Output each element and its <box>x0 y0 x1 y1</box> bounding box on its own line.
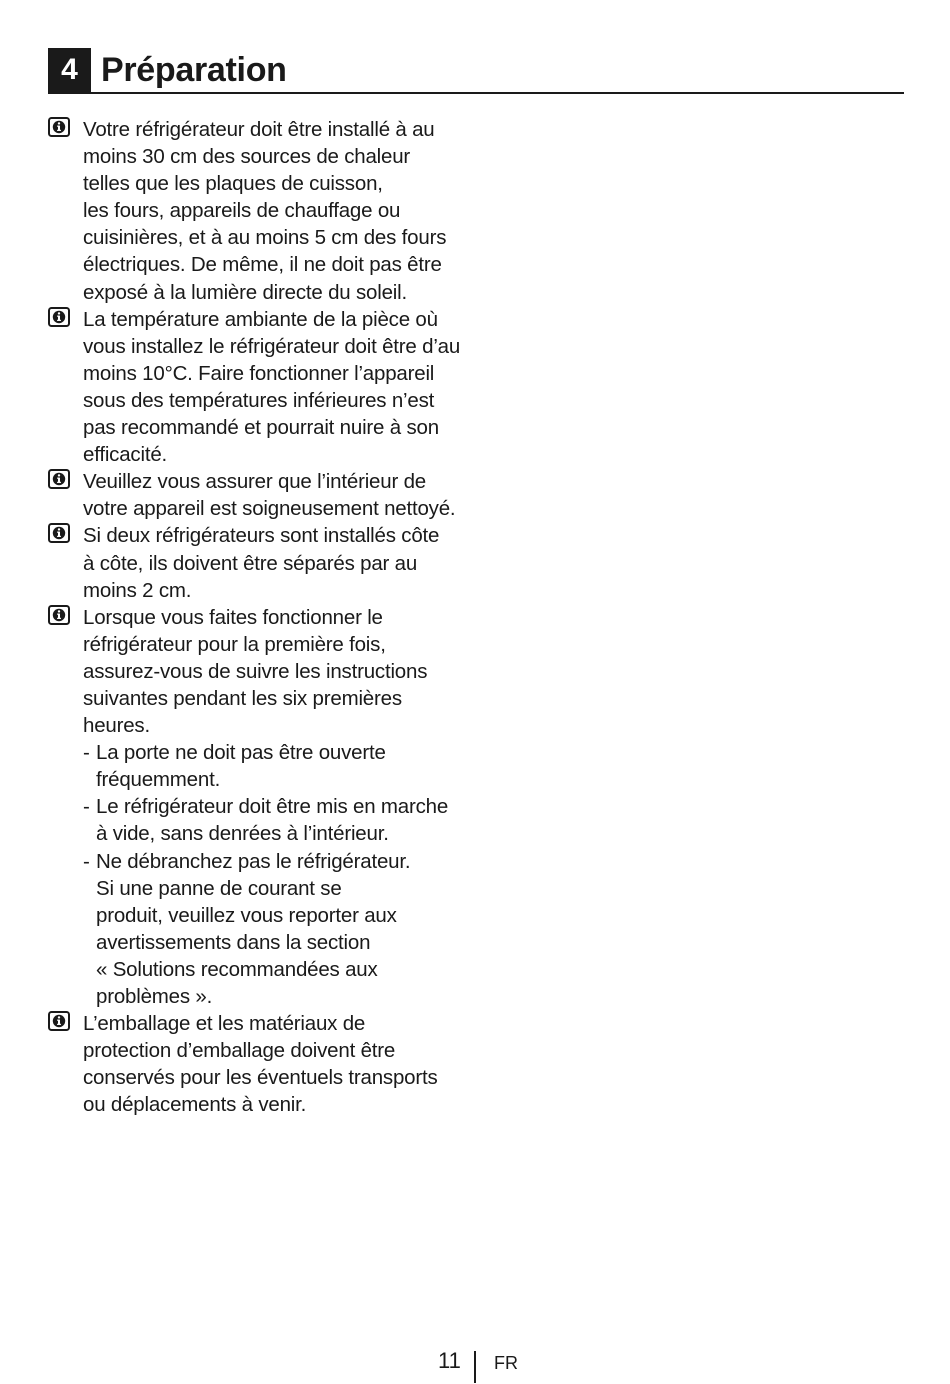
info-icon <box>48 117 70 137</box>
note-item <box>48 522 468 603</box>
page-number: 11 <box>438 1348 461 1373</box>
note-text-line: vous installez le réfrigérateur doit être d’au <box>83 334 461 358</box>
language-code: FR <box>494 1353 518 1373</box>
bullet-dash: - <box>83 741 90 765</box>
note-text-line: pas recommandé et pourrait nuire à son <box>83 416 439 440</box>
instruction-item <box>83 848 468 1011</box>
info-icon <box>48 307 70 327</box>
info-icon <box>48 1011 70 1031</box>
note-text-line: La température ambiante de la pièce où <box>83 307 438 331</box>
note-text-line: votre appareil est soigneusement nettoyé. <box>83 497 456 521</box>
instruction-text-line: problèmes ». <box>96 985 213 1008</box>
instruction-text-line: « Solutions recommandées aux <box>96 957 378 981</box>
bullet-dash: - <box>83 795 90 819</box>
note-text-line: ou déplacements à venir. <box>83 1093 307 1117</box>
instruction-text-line: fréquemment. <box>96 768 221 792</box>
instruction-list <box>83 739 468 1010</box>
note-text-line: moins 30 cm des sources de chaleur <box>83 145 411 169</box>
note-item <box>48 116 468 306</box>
bullet-dash: - <box>83 849 90 873</box>
note-text-line: heures. <box>83 714 150 738</box>
note-text-line: Si deux réfrigérateurs sont installés côte <box>83 524 440 548</box>
note-text-line: sous des températures inférieures n’est <box>83 388 435 412</box>
instruction-text-line: produit, veuillez vous reporter aux <box>96 903 397 927</box>
instruction-item <box>83 739 468 793</box>
note-text-line: moins 2 cm. <box>83 578 192 602</box>
note-text-line: efficacité. <box>83 443 168 467</box>
note-text-line: telles que les plaques de cuisson, <box>83 172 383 196</box>
note-text-line: L’emballage et les matériaux de <box>83 1012 366 1036</box>
note-text-line: Votre réfrigérateur doit être installé à au <box>83 118 435 141</box>
section-number: 4 <box>48 48 91 92</box>
note-text-line: cuisinières, et à au moins 5 cm des fours <box>83 226 447 250</box>
note-text-line: moins 10°C. Faire fonctionner l’appareil <box>83 361 435 385</box>
note-text-line: suivantes pendant les six premières <box>83 686 402 710</box>
note-item <box>48 468 468 522</box>
note-item <box>48 604 468 1010</box>
note-text-line: exposé à la lumière directe du soleil. <box>83 280 407 304</box>
info-icon <box>48 523 70 543</box>
notes-list <box>48 116 468 1118</box>
note-item <box>48 1010 468 1118</box>
instruction-text-line: Ne débranchez pas le réfrigérateur. <box>96 849 411 873</box>
instruction-item <box>83 793 468 847</box>
note-text-line: électriques. De même, il ne doit pas être <box>83 253 442 277</box>
note-text-line: conservés pour les éventuels transports <box>83 1066 438 1090</box>
note-item <box>48 306 468 469</box>
info-icon <box>48 605 70 625</box>
instruction-text-line: à vide, sans denrées à l’intérieur. <box>96 822 389 846</box>
instruction-text-line: Le réfrigérateur doit être mis en marche <box>96 795 449 819</box>
instruction-text-line: avertissements dans la section <box>96 930 371 954</box>
instruction-text-line: Si une panne de courant se <box>96 876 342 900</box>
note-text-line: Veuillez vous assurer que l’intérieur de <box>83 470 426 494</box>
note-text-line: réfrigérateur pour la première fois, <box>83 632 386 656</box>
footer-divider <box>474 1351 476 1383</box>
section-title: Préparation <box>101 51 287 89</box>
instruction-text-line: La porte ne doit pas être ouverte <box>96 741 386 765</box>
note-text-line: assurez-vous de suivre les instructions <box>83 659 428 683</box>
note-text-line: Lorsque vous faites fonctionner le <box>83 605 383 629</box>
note-text-line: les fours, appareils de chauffage ou <box>83 199 401 223</box>
info-icon <box>48 469 70 489</box>
section-header <box>48 48 904 94</box>
note-text-line: à côte, ils doivent être séparés par au <box>83 551 418 575</box>
note-text-line: protection d’emballage doivent être <box>83 1039 396 1063</box>
